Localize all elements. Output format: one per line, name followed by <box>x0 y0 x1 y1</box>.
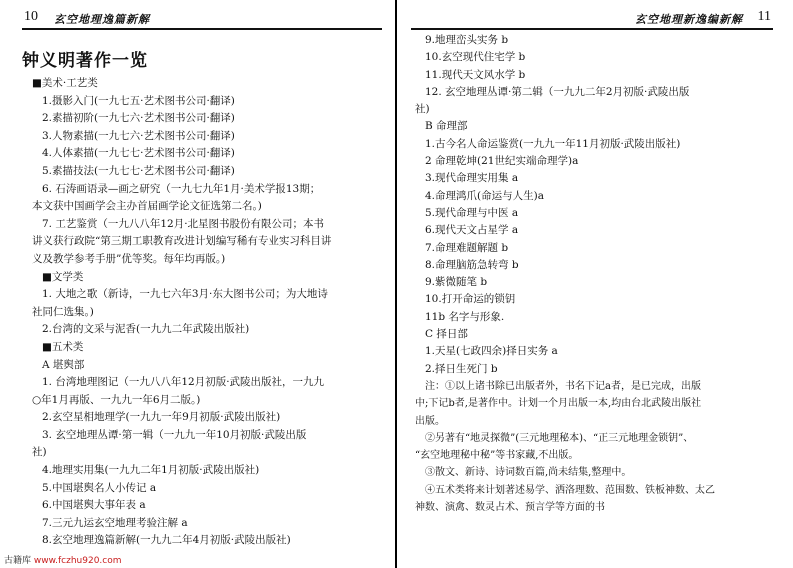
text-line: 5.素描技法(一九七七·艺术图书公司·翻译) <box>42 164 235 177</box>
text-line: 4.人体素描(一九七七·艺术图书公司·翻译) <box>42 147 235 160</box>
text-line: 2 命理乾坤(21世纪实端命理学)a <box>425 155 579 168</box>
text-line: ③散文、新诗、诗词数百篇,尚未结集,整理中。 <box>425 467 632 479</box>
text-line: 1.天星(七政四余)择日实务 a <box>425 345 558 358</box>
text-line: A 堪舆部 <box>42 358 85 371</box>
text-line: 4.地理实用集(一九九二年1月初版·武陵出版社) <box>42 464 260 477</box>
text-line: 讲义获行政院“第三期工职教育改进计划编写稀有专业实习科目讲 <box>32 235 332 248</box>
text-line: 11.现代天文风水学 b <box>425 68 526 81</box>
left-page-header <box>22 8 382 30</box>
text-line: B 命理部 <box>425 120 468 133</box>
text-line: ○年1月再版、一九九一年6月二版。) <box>32 393 201 406</box>
text-line: 6.中国堪舆大事年表 a <box>42 499 146 512</box>
text-line: 12. 玄空地理丛谭·第二辑（一九九二年2月初版·武陵出版 <box>425 85 690 98</box>
text-line: 社同仁选集。) <box>32 305 94 318</box>
text-line: 10.玄空现代住宅学 b <box>425 51 526 64</box>
text-line: 出版。 <box>415 415 445 427</box>
left-page-number: 10 <box>24 9 38 24</box>
text-line: 社) <box>415 103 430 116</box>
text-line: ■五术类 <box>42 340 84 353</box>
text-line: 4.命理鸿爪(命运与人生)a <box>425 189 544 202</box>
text-line: 2.择日生死门 b <box>425 362 498 375</box>
text-line: 1.古今名人命运鉴赏(一九九一年11月初版·武陵出版社) <box>425 137 681 150</box>
text-line: 5.中国堪舆名人小传记 a <box>42 481 157 494</box>
right-page-number: 11 <box>757 9 771 24</box>
text-line: 3.现代命理实用集 a <box>425 172 519 185</box>
text-line: 9.紫微随笔 b <box>425 276 488 289</box>
text-line: ■美术·工艺类 <box>32 77 98 89</box>
left-running-title: 玄空地理逸篇新解 <box>54 13 150 26</box>
text-line: 7. 工艺鉴赏（一九八八年12月·北星图书股份有限公司；本书 <box>42 217 325 230</box>
left-page <box>0 0 396 568</box>
text-line: 11b 名字与形象. <box>425 310 505 323</box>
text-line: 社) <box>32 446 47 459</box>
footer-url: www.fczhu920.com <box>33 556 122 566</box>
right-page-content <box>415 32 771 516</box>
text-line: 义及教学参考手册”优等奖。每年均再版。) <box>32 252 226 265</box>
text-line: C 择日部 <box>425 328 468 341</box>
text-line: 本文获中国画学会主办首届画学论文征选第二名。) <box>32 200 262 213</box>
text-line: 8.玄空地理逸篇新解(一九九二年4月初版·武陵出版社) <box>42 534 291 547</box>
text-line: 10.打开命运的锁钥 <box>425 293 516 306</box>
text-line: 6.现代天文占星学 a <box>425 224 519 237</box>
text-line: 注：①以上诸书除已出版者外，书名下记a者，是已完成，出版 <box>425 380 701 392</box>
text-line: 5.现代命理与中医 a <box>425 206 519 219</box>
watermark-footer <box>4 553 122 566</box>
works-list-right <box>415 32 771 516</box>
text-line: ②另著有“地灵探微”(三元地理秘本)、“正三元地理金锁钥”、 <box>425 432 694 444</box>
text-line: 1.摄影入门(一九七五·艺术图书公司·翻译) <box>42 94 235 107</box>
text-line: 8.命理脑筋急转弯 b <box>425 258 519 271</box>
text-line: 6. 石涛画语录—画之研究（一九七九年1月·美术学报13期； <box>42 182 321 195</box>
text-line: 1. 台湾地理图记（一九八八年12月初版·武陵出版社，一九九 <box>42 376 325 389</box>
text-line: 7.三元九运玄空地理考验注解 a <box>42 516 188 529</box>
works-list-left <box>32 75 376 550</box>
page-title: 钟义明著作一览 <box>22 51 148 71</box>
footer-site-name: 古籍库 <box>4 556 32 566</box>
text-line: 9.地理峦头实务 b <box>425 34 509 46</box>
text-line: 2.玄空星相地理学(一九九一年9月初版·武陵出版社) <box>42 411 281 424</box>
left-page-content <box>22 36 376 550</box>
text-line: ■文学类 <box>42 270 84 283</box>
text-line: 3.人物素描(一九七六·艺术图书公司·翻译) <box>42 129 235 142</box>
text-line: ④五术类将来计划著述易学、洒洛理数、范围数、铁板神数、太乙 <box>425 484 715 496</box>
text-line: 2.台湾的文采与泥香(一九九二年武陵出版社) <box>42 323 250 336</box>
right-running-title: 玄空地理新逸编新解 <box>635 13 743 26</box>
right-page-header <box>411 8 773 30</box>
right-page <box>397 0 793 568</box>
text-line: “玄空地理秘中秘”等书家藏,不出版。 <box>415 450 579 462</box>
text-line: 1. 大地之歌（新诗，一九七六年3月·东大图书公司；为大地诗 <box>42 288 328 301</box>
text-line: 神数、演禽、数灵占术、预言学等方面的书 <box>415 502 605 514</box>
text-line: 7.命理难题解题 b <box>425 241 509 254</box>
text-line: 3. 玄空地理丛谭·第一辑（一九九一年10月初版·武陵出版 <box>42 428 307 441</box>
text-line: 中;下记b者,是著作中。计划一个月出版一本,均由台北武陵出版社 <box>415 398 702 410</box>
text-line: 2.素描初阶(一九七六·艺术图书公司·翻译) <box>42 112 235 125</box>
